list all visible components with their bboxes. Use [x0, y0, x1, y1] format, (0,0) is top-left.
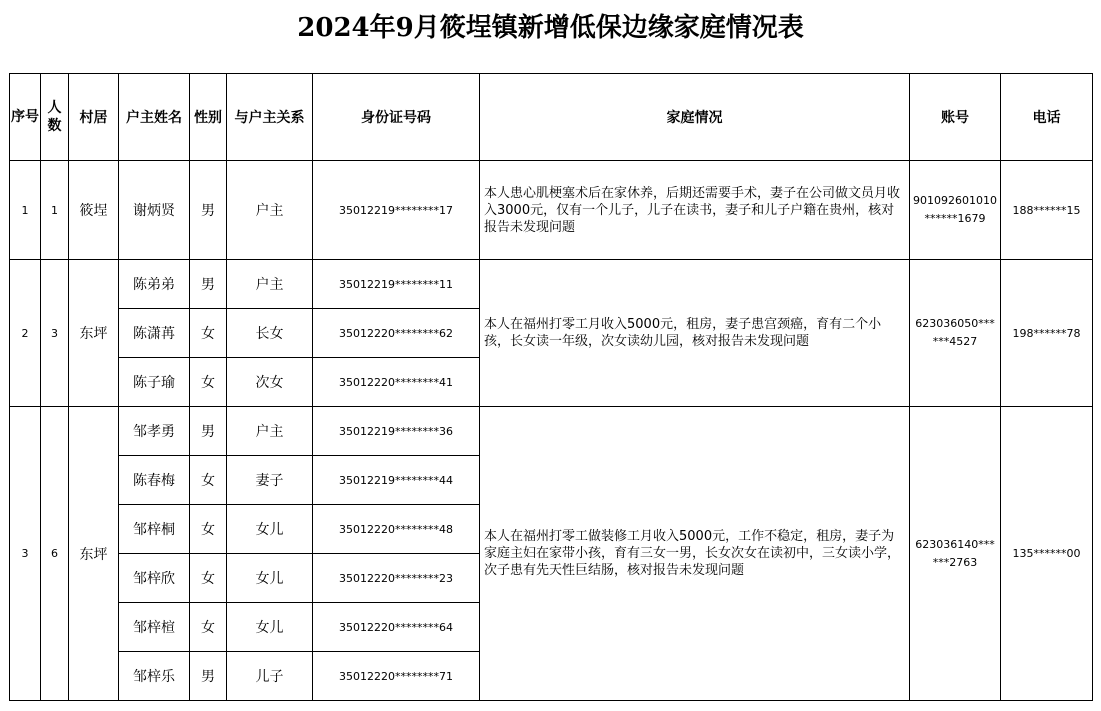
cell-family: 本人患心肌梗塞术后在家休养，后期还需要手术，妻子在公司做文员月收入3000元，仅有一个儿子，儿子在读书，妻子和儿子户籍在贵州，核对报告未发现问题 — [480, 161, 910, 260]
cell-id: 35012220********62 — [313, 309, 480, 358]
cell-name: 谢炳贤 — [119, 161, 190, 260]
cell-relation: 长女 — [227, 309, 313, 358]
cell-village: 东坪 — [69, 260, 119, 407]
cell-phone: 135******00 — [1001, 407, 1093, 701]
cell-name: 邹梓欣 — [119, 554, 190, 603]
cell-name: 邹梓乐 — [119, 652, 190, 701]
header-gender: 性别 — [190, 74, 227, 161]
cell-gender: 男 — [190, 260, 227, 309]
cell-family: 本人在福州打零工做装修工月收入5000元，工作不稳定，租房，妻子为家庭主妇在家带小孩，育有三女一男，长女次女在读初中，三女读小学，次子患有先天性巨结肠，核对报告未发现问题 — [480, 407, 910, 701]
cell-relation: 女儿 — [227, 505, 313, 554]
cell-name: 邹梓桐 — [119, 505, 190, 554]
cell-id: 35012219********11 — [313, 260, 480, 309]
cell-relation: 户主 — [227, 260, 313, 309]
header-family: 家庭情况 — [480, 74, 910, 161]
cell-gender: 女 — [190, 554, 227, 603]
cell-name: 陈潇苒 — [119, 309, 190, 358]
cell-village: 东坪 — [69, 407, 119, 701]
header-count: 人数 — [41, 74, 69, 161]
cell-name: 陈弟弟 — [119, 260, 190, 309]
cell-family: 本人在福州打零工月收入5000元，租房，妻子患宫颈癌，育有二个小孩，长女读一年级，次女读幼儿园，核对报告未发现问题 — [480, 260, 910, 407]
cell-name: 陈春梅 — [119, 456, 190, 505]
cell-id: 35012220********48 — [313, 505, 480, 554]
cell-gender: 女 — [190, 505, 227, 554]
cell-count: 6 — [41, 407, 69, 701]
header-name: 户主姓名 — [119, 74, 190, 161]
table-row — [10, 407, 1093, 456]
cell-gender: 男 — [190, 407, 227, 456]
cell-id: 35012220********64 — [313, 603, 480, 652]
header-row — [10, 74, 1093, 161]
cell-seq: 3 — [10, 407, 41, 701]
table-row — [10, 260, 1093, 309]
cell-account: 623036050******4527 — [910, 260, 1001, 407]
cell-id: 35012220********71 — [313, 652, 480, 701]
cell-id: 35012219********36 — [313, 407, 480, 456]
header-village: 村居 — [69, 74, 119, 161]
cell-relation: 次女 — [227, 358, 313, 407]
cell-relation: 女儿 — [227, 603, 313, 652]
cell-relation: 户主 — [227, 161, 313, 260]
cell-seq: 2 — [10, 260, 41, 407]
cell-gender: 男 — [190, 652, 227, 701]
cell-village: 筱埕 — [69, 161, 119, 260]
cell-relation: 户主 — [227, 407, 313, 456]
cell-phone: 198******78 — [1001, 260, 1093, 407]
cell-gender: 男 — [190, 161, 227, 260]
cell-gender: 女 — [190, 603, 227, 652]
cell-phone: 188******15 — [1001, 161, 1093, 260]
header-phone: 电话 — [1001, 74, 1093, 161]
cell-id: 35012220********41 — [313, 358, 480, 407]
header-id: 身份证号码 — [313, 74, 480, 161]
cell-id: 35012220********23 — [313, 554, 480, 603]
cell-count: 1 — [41, 161, 69, 260]
cell-name: 陈子瑜 — [119, 358, 190, 407]
header-seq: 序号 — [10, 74, 41, 161]
cell-relation: 儿子 — [227, 652, 313, 701]
cell-relation: 妻子 — [227, 456, 313, 505]
cell-relation: 女儿 — [227, 554, 313, 603]
cell-count: 3 — [41, 260, 69, 407]
cell-gender: 女 — [190, 358, 227, 407]
cell-name: 邹梓楦 — [119, 603, 190, 652]
cell-id: 35012219********44 — [313, 456, 480, 505]
header-relation: 与户主关系 — [227, 74, 313, 161]
households-table — [9, 73, 1093, 701]
page-title: 2024年9月筱埕镇新增低保边缘家庭情况表 — [297, 13, 804, 43]
cell-id: 35012219********17 — [313, 161, 480, 260]
cell-gender: 女 — [190, 456, 227, 505]
cell-name: 邹孝勇 — [119, 407, 190, 456]
cell-account: 623036140******2763 — [910, 407, 1001, 701]
cell-gender: 女 — [190, 309, 227, 358]
cell-account: 901092601010******1679 — [910, 161, 1001, 260]
cell-seq: 1 — [10, 161, 41, 260]
table-row — [10, 161, 1093, 260]
header-account: 账号 — [910, 74, 1001, 161]
